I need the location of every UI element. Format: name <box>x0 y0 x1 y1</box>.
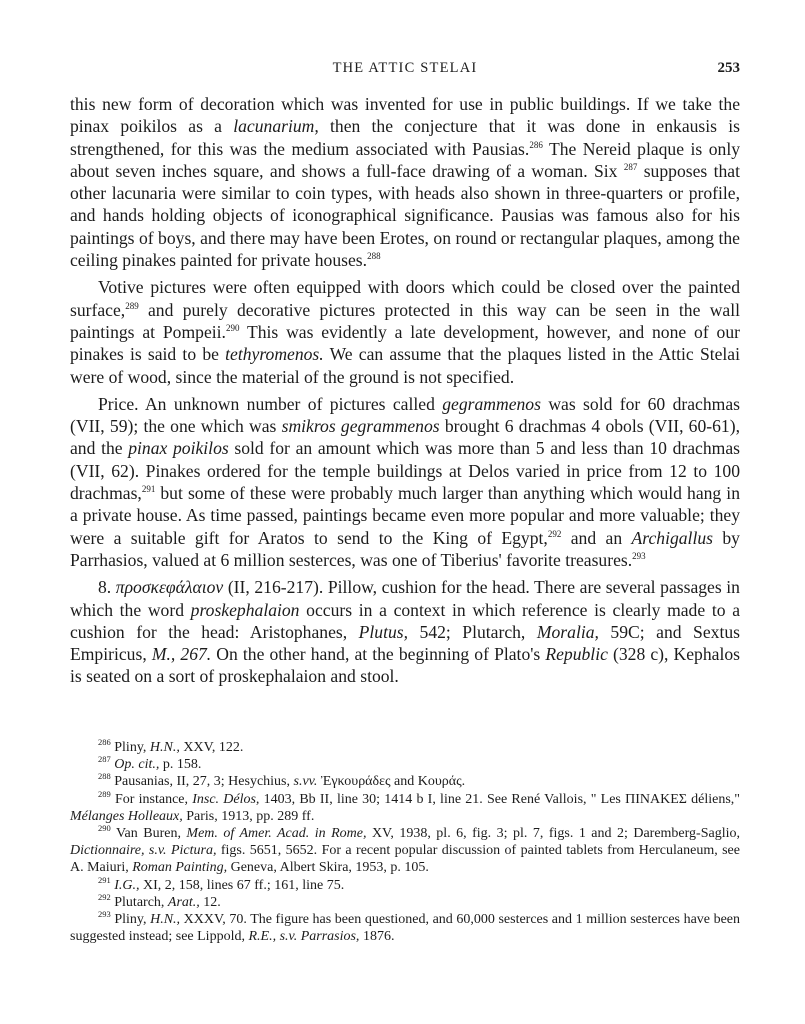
text: XXXV, 70. The figure has been questioned, and 60,000 sesterces and 1 million sesterces have been suggested instead; see Lippold, <box>70 912 741 945</box>
text: XXV, 122. <box>179 740 244 755</box>
footnote-number: 286 <box>98 737 111 747</box>
text: XI, 2, 158, lines 67 ff.; 161, line 75. <box>139 877 345 893</box>
italic-term: H.N., <box>149 740 180 755</box>
running-title: THE ATTIC STELAI <box>332 60 478 76</box>
text: then the conjecture that it was done in enkausis is strengthened, for this was the medium associated with Pausias. <box>70 116 740 159</box>
text: 1403, Bb II, line 30; 1414 b I, line 21. See René Vallois, " Les <box>259 791 626 807</box>
footnote-ref-287[interactable]: 287 <box>623 161 638 172</box>
text: We can assume that the plaques listed in the Attic Stelai were of wood, since the material of the ground is not specified. <box>70 344 741 387</box>
italic-term: Insc. Délos, <box>192 791 260 807</box>
italic-term: Archigallus <box>631 527 713 548</box>
italic-term: proskephalaion <box>190 599 300 620</box>
text: Geneva, Albert Skira, 1953, p. 105. <box>227 860 429 876</box>
text: Pliny, <box>114 740 150 755</box>
text: and purely decorative pictures protected in this way can be seen in the wall paintings at Pompeii. <box>70 299 740 342</box>
footnote-ref-291[interactable]: 291 <box>141 484 156 495</box>
greek-term: Ἐγκουράδες <box>320 774 391 790</box>
italic-term: lacunarium, <box>233 116 319 137</box>
page-number: 253 <box>717 60 740 76</box>
italic-term: Roman Painting, <box>132 860 228 876</box>
text: Van Buren, <box>115 826 187 842</box>
italic-term: Mélanges Holleaux, <box>70 808 183 824</box>
text: and <box>390 774 418 790</box>
footnote-number: 289 <box>98 788 111 799</box>
text: The Nereid plaque is only about seven inches square, and shows a full-face drawing of a woman. Six <box>70 138 741 181</box>
italic-term: gegrammenos <box>442 393 541 414</box>
footnote-number: 292 <box>98 891 111 902</box>
italic-term: Republic <box>545 644 608 665</box>
italic-term: M., <box>151 644 176 665</box>
italic-term: Arat., <box>167 894 200 910</box>
text: brought 6 drachmas 4 obols (VII, 60-61), and the <box>70 416 740 459</box>
text: figs. 5651, 5652. For a recent popular discussion of painted tablets from Herculaneum, see A. Maiuri, <box>70 843 740 876</box>
footnote-289 <box>70 788 740 825</box>
italic-term: s.vv. <box>293 774 318 790</box>
text: Price. An unknown number of pictures called <box>98 393 443 414</box>
italic-term: tethyromenos. <box>225 344 324 365</box>
text: p. 158. <box>159 757 202 773</box>
paragraph-3 <box>70 393 740 571</box>
footnote-286 <box>70 739 740 756</box>
text: XV, 1938, pl. 6, fig. 3; pl. 7, figs. 1 and 2; Daremberg-Saglio, <box>366 826 740 842</box>
paragraph-4 <box>70 576 740 687</box>
footnote-288 <box>70 773 740 790</box>
text: 59C; and Sextus Empiricus, <box>70 621 740 665</box>
footnote-number: 293 <box>98 909 111 920</box>
text: (II, 216-217). Pillow, cushion for the head. There are several passages in which the word <box>70 577 740 620</box>
text: Votive pictures were often equipped with doors which could be closed over the painted surface, <box>70 277 740 320</box>
footnote-ref-286[interactable]: 286 <box>529 139 543 150</box>
italic-term: H.N., <box>150 912 181 928</box>
greek-term: προσκεφάλαιον <box>115 577 224 598</box>
italic-term: Mem. of Amer. Acad. in Rome, <box>186 826 367 842</box>
footnote-ref-292[interactable]: 292 <box>547 528 562 539</box>
text: but some of these were probably much larger than anything which would hang in a private house. As time passed, paintings became even more popular and more valuable; they were a suitable gift for Aratos to send to the King of Egypt, <box>70 483 740 548</box>
footnote-number: 287 <box>98 754 111 765</box>
text: déliens," <box>686 791 740 807</box>
text: Paris, 1913, pp. 289 ff. <box>182 808 315 824</box>
text: On the other hand, at the beginning of Plato's <box>211 644 546 665</box>
footnote-ref-289[interactable]: 289 <box>125 300 139 311</box>
footnote-ref-288[interactable]: 288 <box>367 251 381 262</box>
italic-term: pinax poikilos <box>128 438 229 459</box>
greek-term: Κουράς. <box>417 774 466 790</box>
text: This was evidently a late development, however, and none of our pinakes is said to be <box>70 321 740 365</box>
text: Pliny, <box>114 912 151 928</box>
text: was sold for 60 drachmas (VII, 59); the one which was <box>70 393 740 437</box>
paragraph-1 <box>70 93 740 271</box>
footnote-number: 290 <box>98 823 111 834</box>
text: Plutarch, <box>114 894 168 910</box>
italic-term: Dictionnaire, s.v. Pictura, <box>70 843 217 859</box>
entry-number: 8. <box>98 577 112 598</box>
body-text <box>70 93 740 688</box>
text: by Parrhasios, valued at 6 million sesterces, was one of Tiberius' favorite treasures. <box>70 527 740 570</box>
footnote-number: 288 <box>98 771 111 782</box>
italic-term: Moralia, <box>536 621 599 642</box>
footnotes <box>70 739 740 945</box>
text: 542; Plutarch, <box>408 621 537 642</box>
text: (328 c), Kephalos is seated on a sort of proskephalaion and stool. <box>70 644 740 687</box>
italic-term: smikros gegrammenos <box>281 416 440 437</box>
text: 1876. <box>359 929 395 945</box>
footnote-290 <box>70 825 740 877</box>
italic-term: I.G., <box>114 877 140 893</box>
text: Pausanias, II, 27, 3; Hesychius, <box>114 774 294 790</box>
footnote-ref-290[interactable]: 290 <box>225 322 240 333</box>
text: and an <box>561 527 632 548</box>
text: occurs in a context in which reference is clearly made to a cushion for the head: Aristophanes, <box>70 599 740 642</box>
text: 12. <box>199 894 221 910</box>
footnote-ref-293[interactable]: 293 <box>632 550 646 561</box>
text: supposes that other lacunaria were similar to coin types, with heads also shown in three-quarters or profile, and hands holding objects of iconographical significance. Pausias was famous also for his paintings of boys, and there may have been Erotes, on round or rectangular plaques, among the ceiling pinakes painted for private houses. <box>70 160 740 271</box>
footnote-293 <box>70 911 740 945</box>
footnote-number: 291 <box>98 874 111 885</box>
greek-term: ΠΙΝΑΚΕΣ <box>625 791 687 807</box>
text: sold for an amount which was more than 5 and less than 10 drachmas (VII, 62). Pinakes ordered for the temple buildings at Delos varied in price from 12 to 100 drachmas, <box>70 438 740 504</box>
footnote-287 <box>70 756 740 773</box>
text: For instance, <box>114 791 193 807</box>
italic-term: 267. <box>180 644 212 665</box>
text: this new form of decoration which was invented for use in public buildings. If we take the pinax poikilos as a <box>70 94 740 137</box>
italic-term: R.E., s.v. Parrasios, <box>248 929 360 945</box>
italic-term: Op. cit., <box>114 757 160 773</box>
page-header <box>70 60 740 80</box>
footnote-291 <box>70 874 740 894</box>
paragraph-2 <box>70 276 740 387</box>
footnote-292 <box>70 891 740 911</box>
italic-term: Plutus, <box>358 621 409 642</box>
